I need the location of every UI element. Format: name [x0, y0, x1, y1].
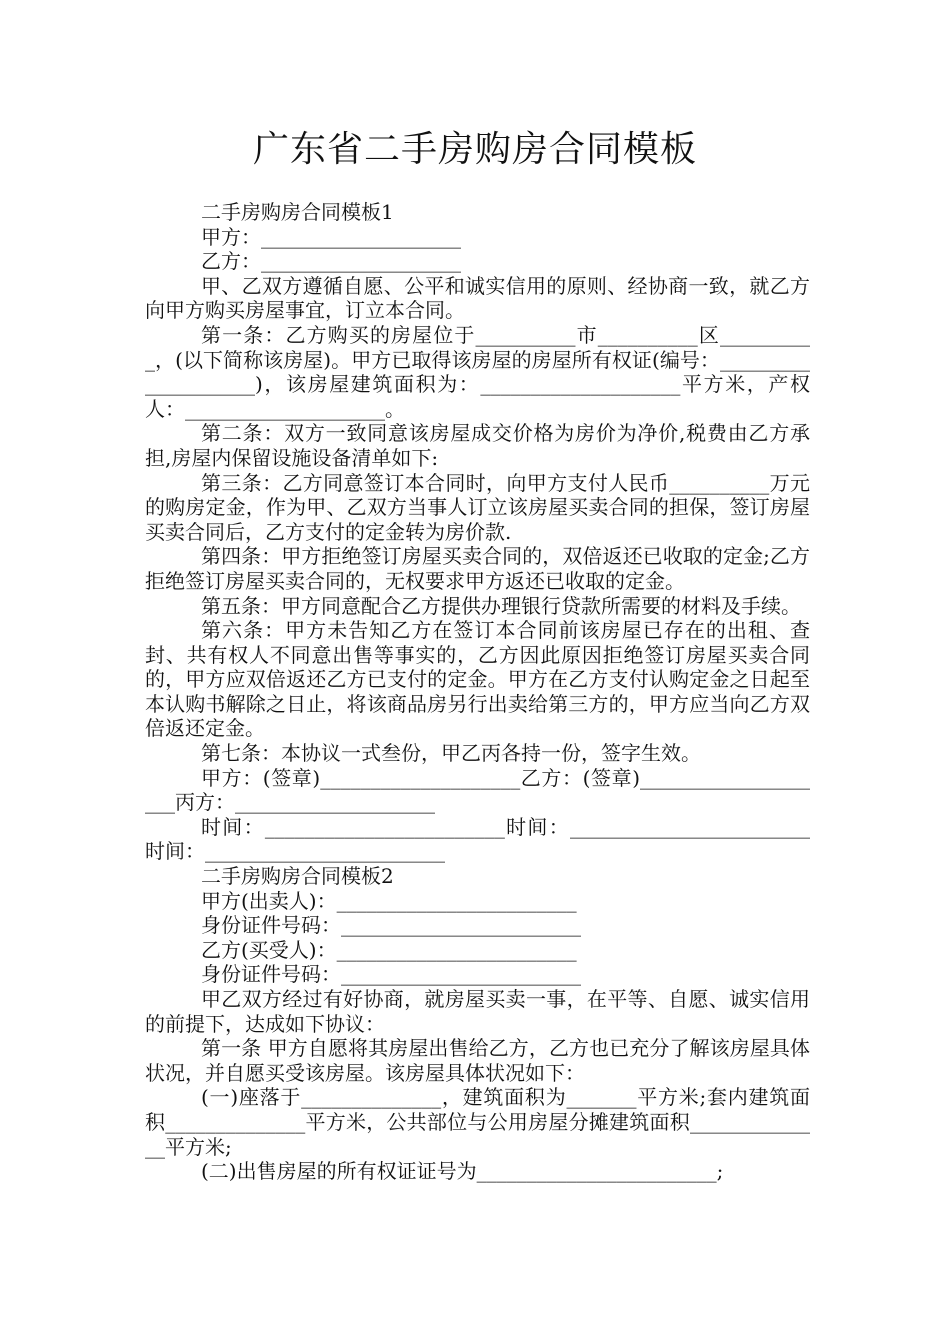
party-a-line: 甲方：____________________	[201, 224, 461, 249]
date-line: 时间：________________________时间：________________________时间：________________________	[145, 814, 810, 864]
template2-article-1: 第一条 甲方自愿将其房屋出售给乙方，乙方也已充分了解该房屋具体状况，并自愿买受该房屋。该房屋具体状况如下：	[145, 1036, 810, 1085]
clause-1: (一)座落于______________，建筑面积为_______平方米;套内建筑面积______________平方米，公共部位与公用房屋分摊建筑面积______________平方米;	[145, 1085, 810, 1159]
article-4: 第四条：甲方拒绝签订房屋买卖合同的，双倍返还已收取的定金;乙方拒绝签订房屋买卖合同的，无权要求甲方返还已收取的定金。	[145, 544, 810, 593]
article-1: 第一条：乙方购买的房屋位于__________市__________区__________，(以下简称该房屋)。甲方已取得该房屋的房屋所有权证(编号：____________________)，该房屋建筑面积为：____________________平方米，产权人：____________________。	[145, 322, 810, 421]
party-b-line: 乙方：____________________	[201, 249, 461, 274]
clause-2: (二)出售房屋的所有权证证号为________________________;	[201, 1159, 724, 1184]
document-title: 广东省二手房购房合同模板	[252, 129, 697, 170]
template-heading-1: 二手房购房合同模板1	[201, 200, 394, 224]
template-heading-2: 二手房购房合同模板2	[201, 864, 394, 889]
seller-line: 甲方(出卖人)：________________________	[201, 888, 577, 913]
buyer-id-line: 身份证件号码：________________________	[201, 962, 581, 987]
preamble-paragraph: 甲、乙双方遵循自愿、公平和诚实信用的原则、经协商一致，就乙方向甲方购买房屋事宜，订立本合同。	[145, 273, 810, 323]
buyer-line: 乙方(买受人)：________________________	[201, 937, 577, 962]
agreement-preamble: 甲乙双方经过有好协商，就房屋买卖一事，在平等、自愿、诚实信用的前提下，达成如下协议：	[145, 987, 810, 1036]
article-2: 第二条：双方一致同意该房屋成交价格为房价为净价,税费由乙方承担,房屋内保留设施设备清单如下:	[145, 421, 810, 470]
article-5: 第五条：甲方同意配合乙方提供办理银行贷款所需要的材料及手续。	[201, 593, 801, 618]
article-6: 第六条：甲方未告知乙方在签订本合同前该房屋已存在的出租、查封、共有权人不同意出售等事实的，乙方因此原因拒绝签订房屋买卖合同的，甲方应双倍返还乙方已支付的定金。甲方在乙方支付认购定金之日起至本认购书解除之日止，将该商品房另行出卖给第三方的，甲方应当向乙方双倍返还定金。	[145, 618, 810, 741]
article-7: 第七条：本协议一式叁份，甲乙丙各持一份，签字生效。	[201, 741, 701, 766]
seller-id-line: 身份证件号码：________________________	[201, 913, 581, 938]
article-3: 第三条：乙方同意签订本合同时，向甲方支付人民币__________万元的购房定金，作为甲、乙双方当事人订立该房屋买卖合同的担保，签订房屋买卖合同后，乙方支付的定金转为房价款.	[145, 470, 810, 544]
signature-line: 甲方：(签章)____________________乙方：(签章)____________________丙方：____________________	[145, 765, 810, 815]
document-body	[145, 200, 810, 1184]
